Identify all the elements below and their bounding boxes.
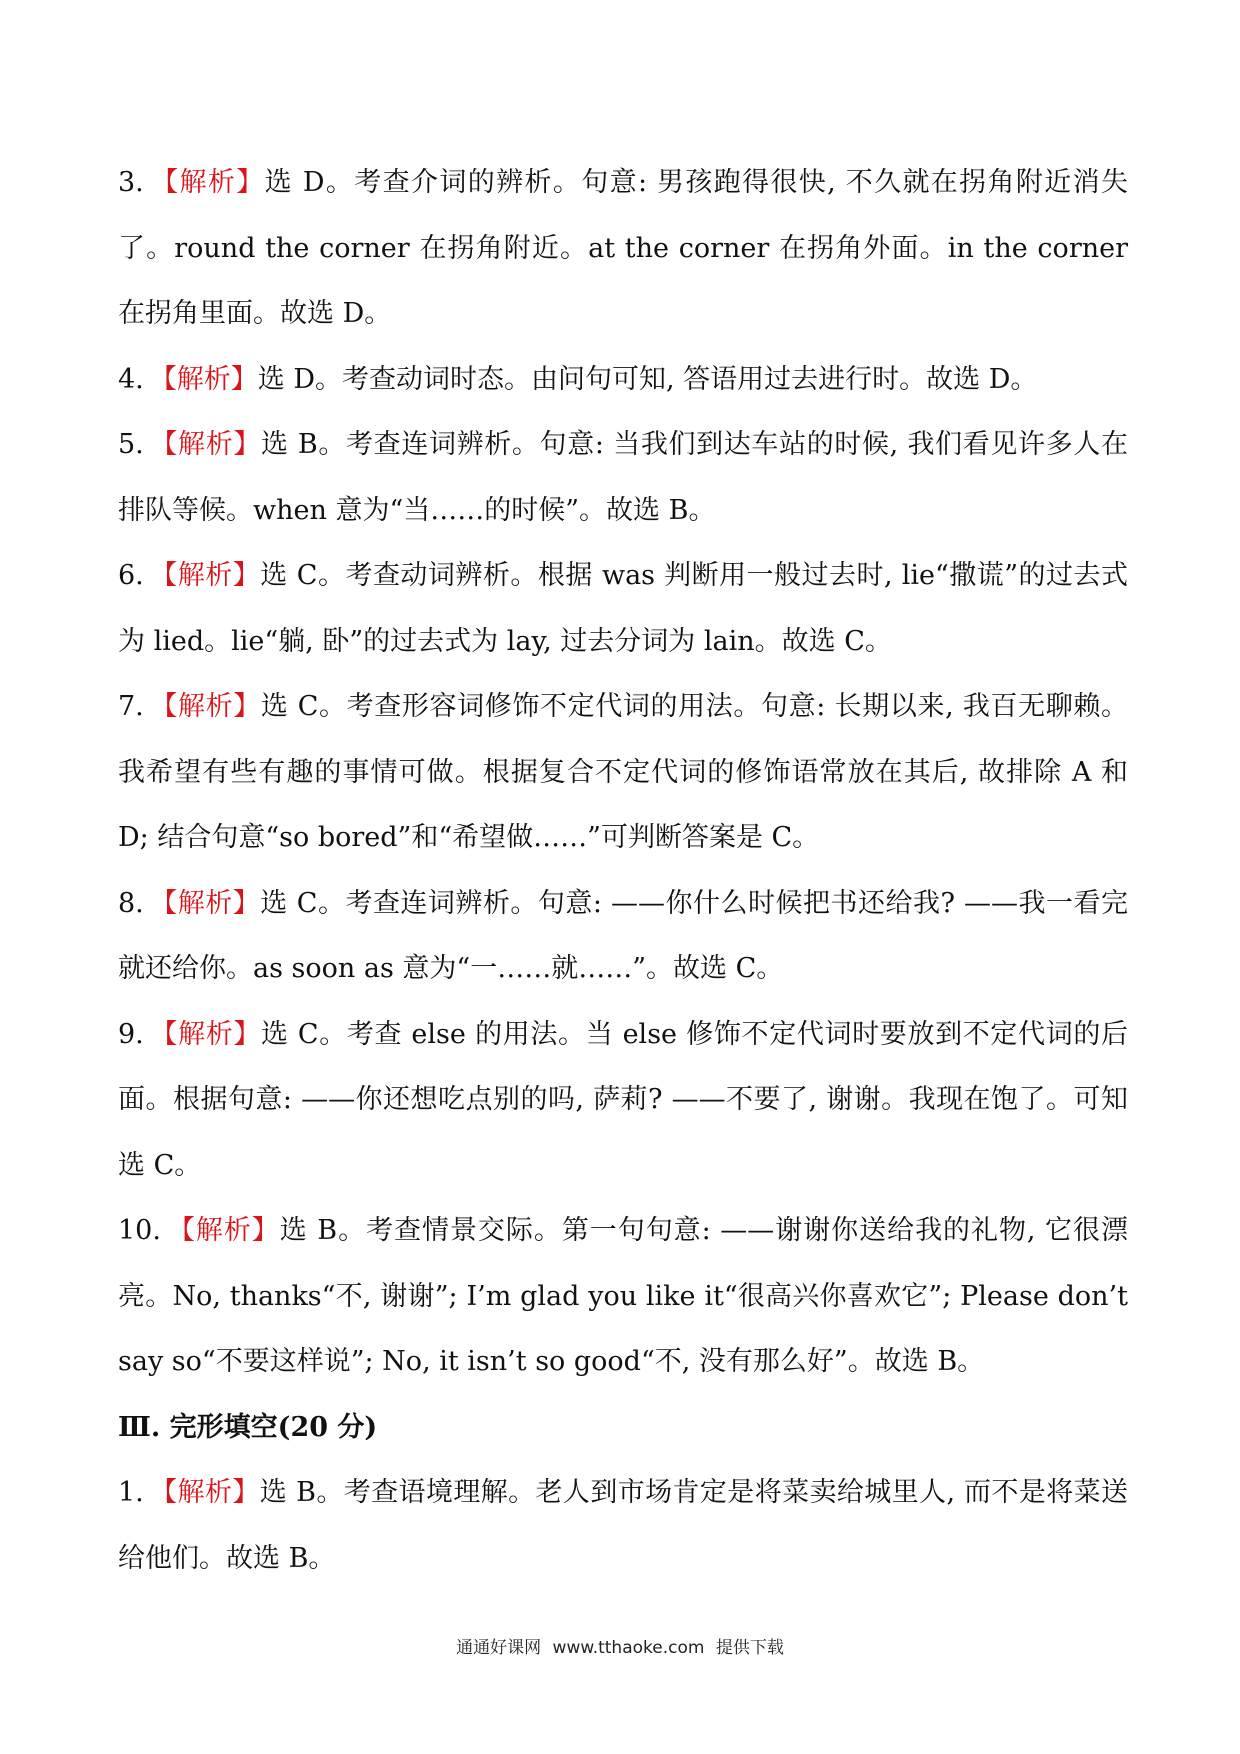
item-text: 选 D。考查动词时态。由问句可知, 答语用过去进行时。故选 D。 (257, 363, 1038, 395)
answer-item-10 (118, 1198, 1128, 1395)
item-number: 3. (118, 167, 144, 198)
item-text: 选 C。考查连词辨析。句意: ——你什么时候把书还给我? ——我一看完就还给你。as soon as 意为“一……就……”。故选 C。 (118, 887, 1128, 984)
analysis-tag: 【解析】 (166, 1215, 280, 1246)
answer-item-4 (118, 347, 1128, 413)
item-text: 选 B。考查情景交际。第一句句意: ——谢谢你送给我的礼物, 它很漂亮。No, thanks“不, 谢谢”; I’m glad you like it“很高兴你喜欢它”; Please don’t say so“不要这样说”; No, it isn’t so good“不, 没有那么好”。故选 B。 (118, 1215, 1128, 1377)
item-text: 选 C。考查动词辨析。根据 was 判断用一般过去时, lie“撒谎”的过去式为 lied。lie“躺, 卧”的过去式为 lay, 过去分词为 lain。故选 C。 (118, 560, 1128, 657)
cloze-answer-item-1 (118, 1460, 1128, 1591)
item-text: 选 B。考查语境理解。老人到市场肯定是将菜卖给城里人, 而不是将菜送给他们。故选 B。 (118, 1477, 1128, 1574)
item-number: 8. (118, 887, 144, 919)
answer-item-3 (118, 150, 1128, 347)
analysis-tag: 【解析】 (149, 1018, 262, 1050)
analysis-tag: 【解析】 (149, 429, 262, 460)
answer-item-6 (118, 543, 1128, 674)
item-number: 1. (118, 1477, 144, 1508)
analysis-tag: 【解析】 (149, 167, 265, 198)
analysis-tag: 【解析】 (149, 1477, 260, 1508)
analysis-tag: 【解析】 (149, 560, 261, 591)
section-heading: Ⅲ. 完形填空(20 分) (118, 1411, 378, 1443)
analysis-tag: 【解析】 (149, 691, 261, 722)
item-number: 9. (118, 1018, 144, 1050)
analysis-tag: 【解析】 (149, 887, 261, 919)
item-number: 6. (118, 560, 144, 591)
item-number: 4. (118, 363, 144, 395)
item-text: 选 D。考查介词的辨析。句意: 男孩跑得很快, 不久就在拐角附近消失了。round the corner 在拐角附近。at the corner 在拐角外面。in the corner 在拐角里面。故选 D。 (118, 167, 1128, 329)
item-number: 7. (118, 691, 144, 722)
answer-item-8 (118, 871, 1128, 1002)
page-footer: 通通好课网 www.tthaoke.com 提供下载 (456, 1638, 784, 1658)
answer-item-5 (118, 412, 1128, 543)
item-text: 选 C。考查 else 的用法。当 else 修饰不定代词时要放到不定代词的后面。根据句意: ——你还想吃点别的吗, 萨莉? ——不要了, 谢谢。我现在饱了。可知选 C。 (118, 1018, 1129, 1181)
document-body (118, 150, 1128, 1591)
answer-item-7 (118, 674, 1128, 871)
analysis-tag: 【解析】 (149, 363, 258, 395)
item-text: 选 B。考查连词辨析。句意: 当我们到达车站的时候, 我们看见许多人在排队等候。when 意为“当……的时候”。故选 B。 (118, 429, 1128, 526)
item-text: 选 C。考查形容词修饰不定代词的用法。句意: 长期以来, 我百无聊赖。我希望有些有趣的事情可做。根据复合不定代词的修饰语常放在其后, 故排除 A 和 D; 结合句意“so bored”和“希望做……”可判断答案是 C。 (118, 691, 1129, 853)
item-number: 10. (118, 1215, 161, 1246)
item-number: 5. (118, 429, 144, 460)
answer-item-9 (118, 1002, 1128, 1199)
